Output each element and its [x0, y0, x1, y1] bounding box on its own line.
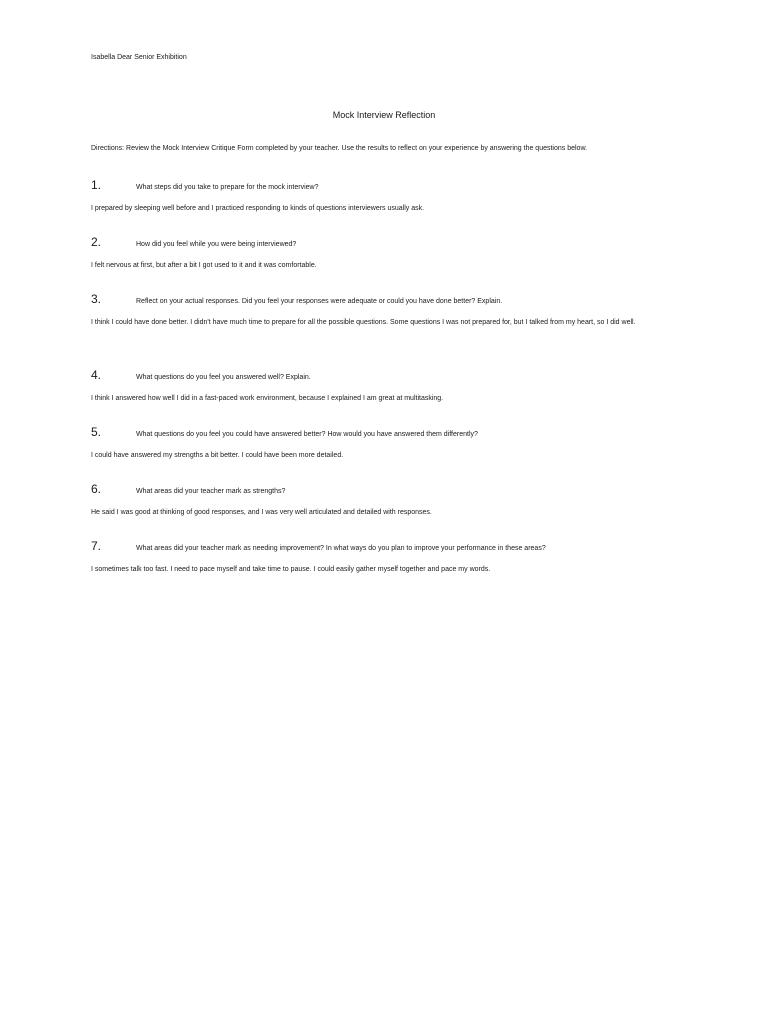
question-block-6	[91, 482, 711, 521]
directions-text: Directions: Review the Mock Interview Critique Form completed by your teacher. Use the results to reflect on your experience by answering the questions below.	[91, 145, 588, 152]
question-text: What steps did you take to prepare for the mock interview?	[136, 184, 319, 191]
question-block-3	[91, 292, 711, 331]
answer-text: I think I could have done better. I didn't have much time to prepare for all the possible questions. Some questions I was not prepared for, but I talked from my heart, so I did well.	[91, 319, 636, 326]
question-block-1	[91, 178, 711, 217]
answer-text: I could have answered my strengths a bit better. I could have been more detailed.	[91, 452, 344, 459]
answer-text: I sometimes talk too fast. I need to pace myself and take time to pause. I could easily gather myself together and pace my words.	[91, 566, 491, 573]
question-number: 6.	[91, 482, 102, 496]
document-title: Mock Interview Reflection	[332, 110, 436, 120]
question-text: What areas did your teacher mark as strengths?	[136, 488, 286, 495]
question-text: How did you feel while you were being interviewed?	[136, 241, 297, 248]
question-block-5	[91, 425, 711, 464]
question-block-4	[91, 368, 711, 407]
answer-text: He said I was good at thinking of good responses, and I was very well articulated and detailed with responses.	[91, 509, 432, 516]
answer-text: I think I answered how well I did in a fast-paced work environment, because I explained I am great at multitasking.	[91, 395, 444, 402]
question-text: What questions do you feel you answered well? Explain.	[136, 374, 311, 381]
question-number: 2.	[91, 235, 102, 249]
question-number: 4.	[91, 368, 102, 382]
answer-text: I prepared by sleeping well before and I practiced responding to kinds of questions interviewers usually ask.	[91, 205, 425, 212]
question-number: 5.	[91, 425, 102, 439]
header-note: Isabella Dear Senior Exhibition	[91, 54, 187, 61]
question-block-7	[91, 539, 711, 578]
question-number: 3.	[91, 292, 102, 306]
question-block-2	[91, 235, 711, 274]
answer-text: I felt nervous at first, but after a bit I got used to it and it was comfortable.	[91, 262, 317, 269]
question-text: What areas did your teacher mark as needing improvement? In what ways do you plan to improve your performance in these areas?	[136, 545, 546, 552]
question-text: Reflect on your actual responses. Did you feel your responses were adequate or could you have done better? Explain.	[136, 298, 503, 305]
question-number: 1.	[91, 178, 102, 192]
question-text: What questions do you feel you could have answered better? How would you have answered them differently?	[136, 431, 478, 438]
question-number: 7.	[91, 539, 102, 553]
